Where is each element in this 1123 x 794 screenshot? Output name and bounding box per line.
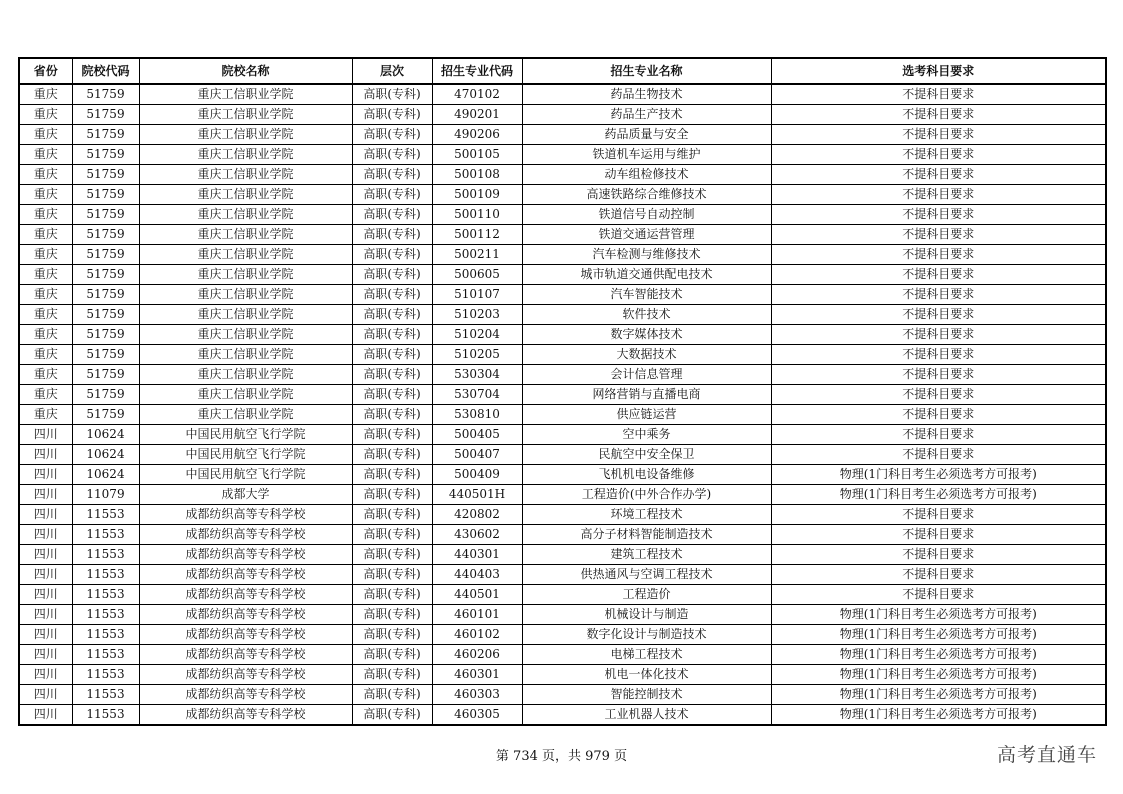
cell-level: 高职(专科) [352, 225, 432, 245]
cell-school-name: 重庆工信职业学院 [139, 125, 352, 145]
cell-school-name: 重庆工信职业学院 [139, 165, 352, 185]
cell-major-name: 高速铁路综合维修技术 [522, 185, 771, 205]
cell-school-code: 51759 [72, 84, 139, 105]
cell-province: 重庆 [19, 365, 72, 385]
table-row [19, 405, 1106, 425]
table-row [19, 285, 1106, 305]
cell-major-name: 汽车检测与维修技术 [522, 245, 771, 265]
cell-province: 四川 [19, 665, 72, 685]
cell-province: 重庆 [19, 125, 72, 145]
cell-subject-requirement: 不提科目要求 [771, 285, 1106, 305]
cell-major-name: 数字媒体技术 [522, 325, 771, 345]
cell-major-code: 460206 [432, 645, 522, 665]
cell-major-name: 机电一体化技术 [522, 665, 771, 685]
table-body [19, 84, 1106, 725]
cell-subject-requirement: 不提科目要求 [771, 245, 1106, 265]
cell-major-code: 500108 [432, 165, 522, 185]
cell-level: 高职(专科) [352, 585, 432, 605]
cell-subject-requirement: 物理(1门科目考生必须选考方可报考) [771, 485, 1106, 505]
cell-school-name: 重庆工信职业学院 [139, 385, 352, 405]
cell-province: 四川 [19, 625, 72, 645]
cell-level: 高职(专科) [352, 205, 432, 225]
cell-school-code: 51759 [72, 105, 139, 125]
cell-school-name: 重庆工信职业学院 [139, 245, 352, 265]
cell-level: 高职(专科) [352, 265, 432, 285]
cell-subject-requirement: 不提科目要求 [771, 525, 1106, 545]
cell-province: 重庆 [19, 345, 72, 365]
cell-province: 重庆 [19, 105, 72, 125]
cell-school-code: 11553 [72, 585, 139, 605]
table-row [19, 205, 1106, 225]
cell-province: 四川 [19, 565, 72, 585]
cell-major-name: 数字化设计与制造技术 [522, 625, 771, 645]
cell-school-code: 10624 [72, 425, 139, 445]
header-subject-requirement: 选考科目要求 [771, 58, 1106, 84]
cell-major-name: 智能控制技术 [522, 685, 771, 705]
cell-major-code: 460303 [432, 685, 522, 705]
cell-major-code: 500405 [432, 425, 522, 445]
cell-level: 高职(专科) [352, 405, 432, 425]
cell-level: 高职(专科) [352, 385, 432, 405]
cell-province: 四川 [19, 585, 72, 605]
cell-school-name: 重庆工信职业学院 [139, 365, 352, 385]
cell-school-code: 10624 [72, 445, 139, 465]
cell-school-name: 中国民用航空飞行学院 [139, 425, 352, 445]
cell-school-code: 11553 [72, 705, 139, 726]
table-row [19, 245, 1106, 265]
cell-subject-requirement: 不提科目要求 [771, 545, 1106, 565]
cell-major-code: 420802 [432, 505, 522, 525]
cell-school-code: 51759 [72, 285, 139, 305]
cell-school-code: 11553 [72, 665, 139, 685]
cell-school-name: 成都纺织高等专科学校 [139, 685, 352, 705]
cell-subject-requirement: 物理(1门科目考生必须选考方可报考) [771, 645, 1106, 665]
cell-level: 高职(专科) [352, 105, 432, 125]
cell-major-code: 460301 [432, 665, 522, 685]
cell-school-code: 51759 [72, 145, 139, 165]
cell-province: 四川 [19, 545, 72, 565]
table-row [19, 365, 1106, 385]
cell-school-code: 11079 [72, 485, 139, 505]
cell-school-code: 51759 [72, 165, 139, 185]
cell-province: 重庆 [19, 84, 72, 105]
cell-major-name: 电梯工程技术 [522, 645, 771, 665]
cell-school-name: 重庆工信职业学院 [139, 105, 352, 125]
cell-school-code: 51759 [72, 345, 139, 365]
cell-level: 高职(专科) [352, 345, 432, 365]
cell-school-code: 51759 [72, 325, 139, 345]
cell-major-code: 500409 [432, 465, 522, 485]
table-row [19, 585, 1106, 605]
cell-major-name: 动车组检修技术 [522, 165, 771, 185]
cell-school-code: 11553 [72, 605, 139, 625]
cell-school-code: 51759 [72, 225, 139, 245]
cell-school-code: 11553 [72, 625, 139, 645]
cell-major-name: 软件技术 [522, 305, 771, 325]
cell-subject-requirement: 不提科目要求 [771, 325, 1106, 345]
cell-province: 四川 [19, 505, 72, 525]
table-row [19, 225, 1106, 245]
cell-school-code: 11553 [72, 545, 139, 565]
cell-major-code: 440501H [432, 485, 522, 505]
cell-subject-requirement: 不提科目要求 [771, 84, 1106, 105]
table-row [19, 185, 1106, 205]
cell-level: 高职(专科) [352, 305, 432, 325]
cell-school-name: 重庆工信职业学院 [139, 145, 352, 165]
table-row [19, 84, 1106, 105]
cell-major-name: 网络营销与直播电商 [522, 385, 771, 405]
table-row [19, 625, 1106, 645]
cell-level: 高职(专科) [352, 565, 432, 585]
header-school-code: 院校代码 [72, 58, 139, 84]
cell-school-code: 51759 [72, 245, 139, 265]
cell-subject-requirement: 物理(1门科目考生必须选考方可报考) [771, 665, 1106, 685]
cell-province: 四川 [19, 525, 72, 545]
cell-school-name: 重庆工信职业学院 [139, 205, 352, 225]
cell-school-code: 51759 [72, 385, 139, 405]
cell-subject-requirement: 不提科目要求 [771, 505, 1106, 525]
cell-major-code: 440403 [432, 565, 522, 585]
cell-school-name: 重庆工信职业学院 [139, 325, 352, 345]
cell-school-name: 重庆工信职业学院 [139, 285, 352, 305]
table-row [19, 485, 1106, 505]
cell-level: 高职(专科) [352, 705, 432, 726]
table-row [19, 425, 1106, 445]
cell-major-name: 空中乘务 [522, 425, 771, 445]
cell-major-code: 500110 [432, 205, 522, 225]
cell-major-name: 供应链运营 [522, 405, 771, 425]
cell-school-code: 11553 [72, 565, 139, 585]
table-row [19, 385, 1106, 405]
cell-province: 四川 [19, 705, 72, 726]
cell-level: 高职(专科) [352, 84, 432, 105]
cell-level: 高职(专科) [352, 145, 432, 165]
cell-subject-requirement: 不提科目要求 [771, 225, 1106, 245]
cell-subject-requirement: 不提科目要求 [771, 105, 1106, 125]
cell-level: 高职(专科) [352, 245, 432, 265]
cell-subject-requirement: 不提科目要求 [771, 145, 1106, 165]
cell-school-name: 重庆工信职业学院 [139, 265, 352, 285]
cell-level: 高职(专科) [352, 285, 432, 305]
table-row [19, 105, 1106, 125]
cell-major-code: 490206 [432, 125, 522, 145]
table-row [19, 565, 1106, 585]
cell-province: 重庆 [19, 285, 72, 305]
cell-school-name: 成都纺织高等专科学校 [139, 565, 352, 585]
header-major-code: 招生专业代码 [432, 58, 522, 84]
table-row [19, 265, 1106, 285]
cell-province: 重庆 [19, 265, 72, 285]
cell-major-name: 铁道交通运营管理 [522, 225, 771, 245]
cell-major-code: 470102 [432, 84, 522, 105]
cell-school-name: 重庆工信职业学院 [139, 345, 352, 365]
cell-major-name: 工业机器人技术 [522, 705, 771, 726]
cell-major-code: 510107 [432, 285, 522, 305]
cell-subject-requirement: 不提科目要求 [771, 305, 1106, 325]
table-row [19, 125, 1106, 145]
cell-school-name: 中国民用航空飞行学院 [139, 445, 352, 465]
cell-province: 四川 [19, 445, 72, 465]
cell-school-code: 51759 [72, 125, 139, 145]
cell-major-name: 城市轨道交通供配电技术 [522, 265, 771, 285]
cell-subject-requirement: 不提科目要求 [771, 185, 1106, 205]
cell-major-code: 500605 [432, 265, 522, 285]
cell-major-code: 530810 [432, 405, 522, 425]
cell-province: 四川 [19, 605, 72, 625]
cell-province: 重庆 [19, 185, 72, 205]
cell-level: 高职(专科) [352, 525, 432, 545]
header-school-name: 院校名称 [139, 58, 352, 84]
table-row [19, 325, 1106, 345]
cell-level: 高职(专科) [352, 425, 432, 445]
cell-school-code: 10624 [72, 465, 139, 485]
header-level: 层次 [352, 58, 432, 84]
cell-school-name: 重庆工信职业学院 [139, 305, 352, 325]
cell-school-name: 成都纺织高等专科学校 [139, 545, 352, 565]
cell-major-name: 供热通风与空调工程技术 [522, 565, 771, 585]
table-row [19, 525, 1106, 545]
cell-school-code: 11553 [72, 505, 139, 525]
cell-major-name: 铁道信号自动控制 [522, 205, 771, 225]
cell-subject-requirement: 物理(1门科目考生必须选考方可报考) [771, 605, 1106, 625]
header-province: 省份 [19, 58, 72, 84]
cell-major-name: 高分子材料智能制造技术 [522, 525, 771, 545]
cell-subject-requirement: 不提科目要求 [771, 405, 1106, 425]
cell-major-code: 490201 [432, 105, 522, 125]
cell-province: 重庆 [19, 405, 72, 425]
cell-subject-requirement: 不提科目要求 [771, 165, 1106, 185]
cell-subject-requirement: 不提科目要求 [771, 265, 1106, 285]
cell-major-code: 460305 [432, 705, 522, 726]
cell-school-name: 成都纺织高等专科学校 [139, 625, 352, 645]
cell-level: 高职(专科) [352, 465, 432, 485]
cell-province: 四川 [19, 685, 72, 705]
cell-major-name: 环境工程技术 [522, 505, 771, 525]
cell-subject-requirement: 物理(1门科目考生必须选考方可报考) [771, 625, 1106, 645]
cell-major-name: 会计信息管理 [522, 365, 771, 385]
cell-school-code: 51759 [72, 405, 139, 425]
cell-level: 高职(专科) [352, 185, 432, 205]
cell-subject-requirement: 不提科目要求 [771, 445, 1106, 465]
cell-province: 重庆 [19, 325, 72, 345]
cell-major-code: 500109 [432, 185, 522, 205]
cell-level: 高职(专科) [352, 665, 432, 685]
cell-subject-requirement: 不提科目要求 [771, 345, 1106, 365]
cell-major-code: 440501 [432, 585, 522, 605]
cell-major-code: 510205 [432, 345, 522, 365]
cell-level: 高职(专科) [352, 685, 432, 705]
cell-school-name: 成都大学 [139, 485, 352, 505]
table-row [19, 305, 1106, 325]
cell-province: 重庆 [19, 205, 72, 225]
cell-major-name: 民航空中安全保卫 [522, 445, 771, 465]
cell-province: 四川 [19, 485, 72, 505]
cell-level: 高职(专科) [352, 625, 432, 645]
cell-level: 高职(专科) [352, 545, 432, 565]
cell-school-code: 11553 [72, 525, 139, 545]
table-header-row [19, 58, 1106, 84]
cell-school-code: 11553 [72, 685, 139, 705]
cell-province: 重庆 [19, 245, 72, 265]
cell-province: 重庆 [19, 385, 72, 405]
cell-major-code: 530304 [432, 365, 522, 385]
cell-school-code: 51759 [72, 185, 139, 205]
cell-major-code: 500211 [432, 245, 522, 265]
cell-subject-requirement: 物理(1门科目考生必须选考方可报考) [771, 465, 1106, 485]
cell-subject-requirement: 不提科目要求 [771, 205, 1106, 225]
cell-major-code: 440301 [432, 545, 522, 565]
table-row [19, 445, 1106, 465]
cell-province: 四川 [19, 645, 72, 665]
cell-major-name: 汽车智能技术 [522, 285, 771, 305]
cell-subject-requirement: 物理(1门科目考生必须选考方可报考) [771, 685, 1106, 705]
cell-major-code: 500105 [432, 145, 522, 165]
cell-major-code: 460101 [432, 605, 522, 625]
cell-level: 高职(专科) [352, 605, 432, 625]
cell-school-code: 51759 [72, 265, 139, 285]
cell-major-code: 500407 [432, 445, 522, 465]
cell-school-name: 成都纺织高等专科学校 [139, 505, 352, 525]
cell-level: 高职(专科) [352, 125, 432, 145]
cell-province: 四川 [19, 465, 72, 485]
cell-level: 高职(专科) [352, 505, 432, 525]
cell-province: 重庆 [19, 225, 72, 245]
cell-major-code: 430602 [432, 525, 522, 545]
cell-major-name: 飞机机电设备维修 [522, 465, 771, 485]
table-row [19, 505, 1106, 525]
cell-major-name: 工程造价(中外合作办学) [522, 485, 771, 505]
cell-major-name: 建筑工程技术 [522, 545, 771, 565]
table-row [19, 645, 1106, 665]
cell-level: 高职(专科) [352, 445, 432, 465]
table-row [19, 605, 1106, 625]
cell-province: 重庆 [19, 305, 72, 325]
cell-province: 重庆 [19, 165, 72, 185]
table-row [19, 665, 1106, 685]
cell-subject-requirement: 不提科目要求 [771, 385, 1106, 405]
table-row [19, 145, 1106, 165]
cell-school-name: 重庆工信职业学院 [139, 185, 352, 205]
page-number: 第 734 页，共 979 页 [495, 749, 628, 764]
cell-major-code: 510204 [432, 325, 522, 345]
cell-major-name: 药品生物技术 [522, 84, 771, 105]
cell-school-code: 51759 [72, 365, 139, 385]
header-major-name: 招生专业名称 [522, 58, 771, 84]
cell-school-name: 成都纺织高等专科学校 [139, 665, 352, 685]
cell-level: 高职(专科) [352, 325, 432, 345]
watermark-logo: 高考直通车 [996, 744, 1097, 766]
cell-school-name: 中国民用航空飞行学院 [139, 465, 352, 485]
cell-major-code: 500112 [432, 225, 522, 245]
table-row [19, 705, 1106, 726]
table-row [19, 465, 1106, 485]
cell-school-code: 11553 [72, 645, 139, 665]
cell-school-code: 51759 [72, 305, 139, 325]
cell-level: 高职(专科) [352, 645, 432, 665]
cell-school-name: 成都纺织高等专科学校 [139, 645, 352, 665]
cell-school-name: 重庆工信职业学院 [139, 405, 352, 425]
table-row [19, 165, 1106, 185]
cell-school-name: 成都纺织高等专科学校 [139, 585, 352, 605]
admissions-table [18, 57, 1107, 726]
table-row [19, 545, 1106, 565]
cell-major-name: 药品生产技术 [522, 105, 771, 125]
cell-school-name: 成都纺织高等专科学校 [139, 705, 352, 726]
cell-school-name: 成都纺织高等专科学校 [139, 525, 352, 545]
cell-province: 四川 [19, 425, 72, 445]
cell-major-code: 530704 [432, 385, 522, 405]
table-row [19, 685, 1106, 705]
cell-subject-requirement: 不提科目要求 [771, 565, 1106, 585]
cell-school-name: 重庆工信职业学院 [139, 84, 352, 105]
cell-major-name: 工程造价 [522, 585, 771, 605]
cell-subject-requirement: 不提科目要求 [771, 425, 1106, 445]
table-row [19, 345, 1106, 365]
cell-school-code: 51759 [72, 205, 139, 225]
cell-subject-requirement: 物理(1门科目考生必须选考方可报考) [771, 705, 1106, 726]
cell-level: 高职(专科) [352, 365, 432, 385]
cell-major-name: 药品质量与安全 [522, 125, 771, 145]
cell-level: 高职(专科) [352, 165, 432, 185]
cell-major-code: 510203 [432, 305, 522, 325]
cell-subject-requirement: 不提科目要求 [771, 125, 1106, 145]
cell-subject-requirement: 不提科目要求 [771, 365, 1106, 385]
cell-level: 高职(专科) [352, 485, 432, 505]
cell-major-name: 铁道机车运用与维护 [522, 145, 771, 165]
cell-major-name: 机械设计与制造 [522, 605, 771, 625]
cell-major-code: 460102 [432, 625, 522, 645]
cell-subject-requirement: 不提科目要求 [771, 585, 1106, 605]
cell-province: 重庆 [19, 145, 72, 165]
cell-major-name: 大数据技术 [522, 345, 771, 365]
cell-school-name: 重庆工信职业学院 [139, 225, 352, 245]
cell-school-name: 成都纺织高等专科学校 [139, 605, 352, 625]
